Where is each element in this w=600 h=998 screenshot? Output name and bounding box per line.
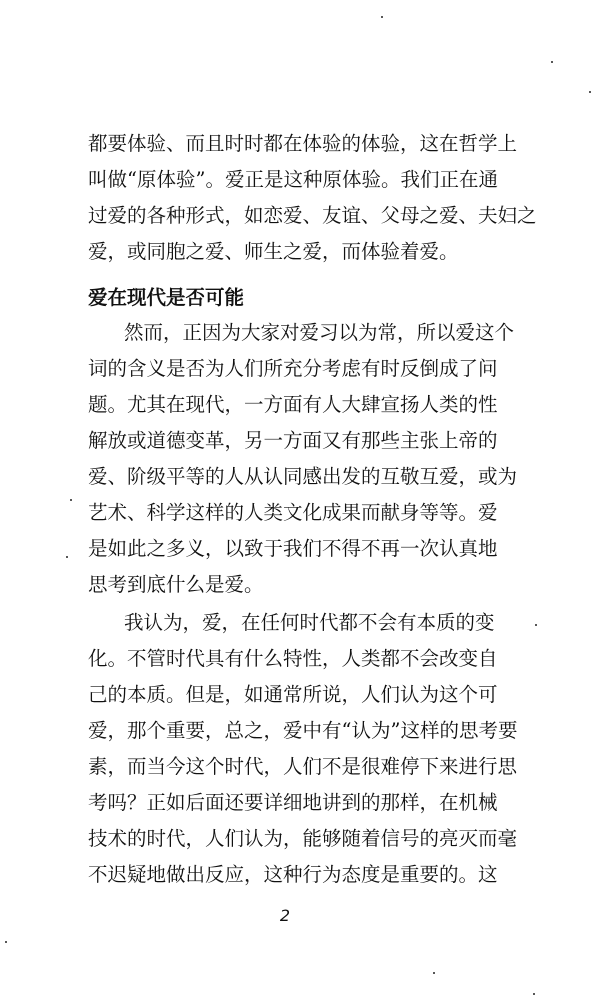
paragraph-3-line-2: 化。不管时代具有什么特性，人类都不会改变自 (88, 647, 498, 670)
scan-speck (70, 499, 72, 501)
scan-speck (535, 624, 537, 626)
paragraph-1-line-1: 都要体验、而且时时都在体验的体验，这在哲学上 (88, 132, 518, 155)
paragraph-2-line-3: 题。尤其在现代，一方面有人大肆宣扬人类的性 (88, 393, 498, 416)
paragraph-2-line-6: 艺术、科学这样的人类文化成果而献身等等。爱 (88, 501, 498, 524)
scan-speck (533, 993, 535, 995)
paragraph-2-line-4: 解放或道德变革，另一方面又有那些主张上帝的 (88, 429, 498, 452)
section-heading: 爱在现代是否可能 (88, 286, 245, 309)
scan-speck (433, 972, 435, 974)
scan-speck (5, 941, 7, 943)
paragraph-2-line-8: 思考到底什么是爱。 (88, 573, 264, 596)
scan-speck (551, 61, 553, 63)
paragraph-2-line-1: 然而，正因为大家对爱习以为常，所以爱这个 (124, 321, 515, 344)
paragraph-3-line-4: 爱，那个重要，总之，爱中有“认为”这样的思考要 (88, 719, 518, 742)
scan-speck (66, 556, 68, 558)
scan-speck (589, 91, 591, 93)
paragraph-2-line-5: 爱、阶级平等的人从认同感出发的互敬互爱，或为 (88, 465, 518, 488)
paragraph-3-line-8: 不迟疑地做出反应，这种行为态度是重要的。这 (88, 863, 498, 886)
paragraph-3-line-3: 己的本质。但是，如通常所说，人们认为这个可 (88, 683, 498, 706)
paragraph-3-line-1: 我认为，爱，在任何时代都不会有本质的变 (124, 611, 495, 634)
paragraph-3-line-5: 素，而当今这个时代，人们不是很难停下来进行思 (88, 755, 518, 778)
paragraph-1-line-2: 叫做“原体验”。爱正是这种原体验。我们正在通 (88, 168, 498, 191)
paragraph-2-line-2: 词的含义是否为人们所充分考虑有时反倒成了问 (88, 357, 498, 380)
paragraph-3-line-6: 考吗？正如后面还要详细地讲到的那样，在机械 (88, 791, 498, 814)
scan-speck (381, 16, 383, 18)
page-number: 2 (279, 906, 291, 925)
paragraph-1-line-3: 过爱的各种形式，如恋爱、友谊、父母之爱、夫妇之 (88, 204, 537, 227)
paragraph-1-line-4: 爱，或同胞之爱、师生之爱，而体验着爱。 (88, 240, 459, 263)
paragraph-3-line-7: 技术的时代，人们认为，能够随着信号的亮灭而毫 (88, 827, 518, 850)
paragraph-2-line-7: 是如此之多义，以致于我们不得不再一次认真地 (88, 537, 498, 560)
